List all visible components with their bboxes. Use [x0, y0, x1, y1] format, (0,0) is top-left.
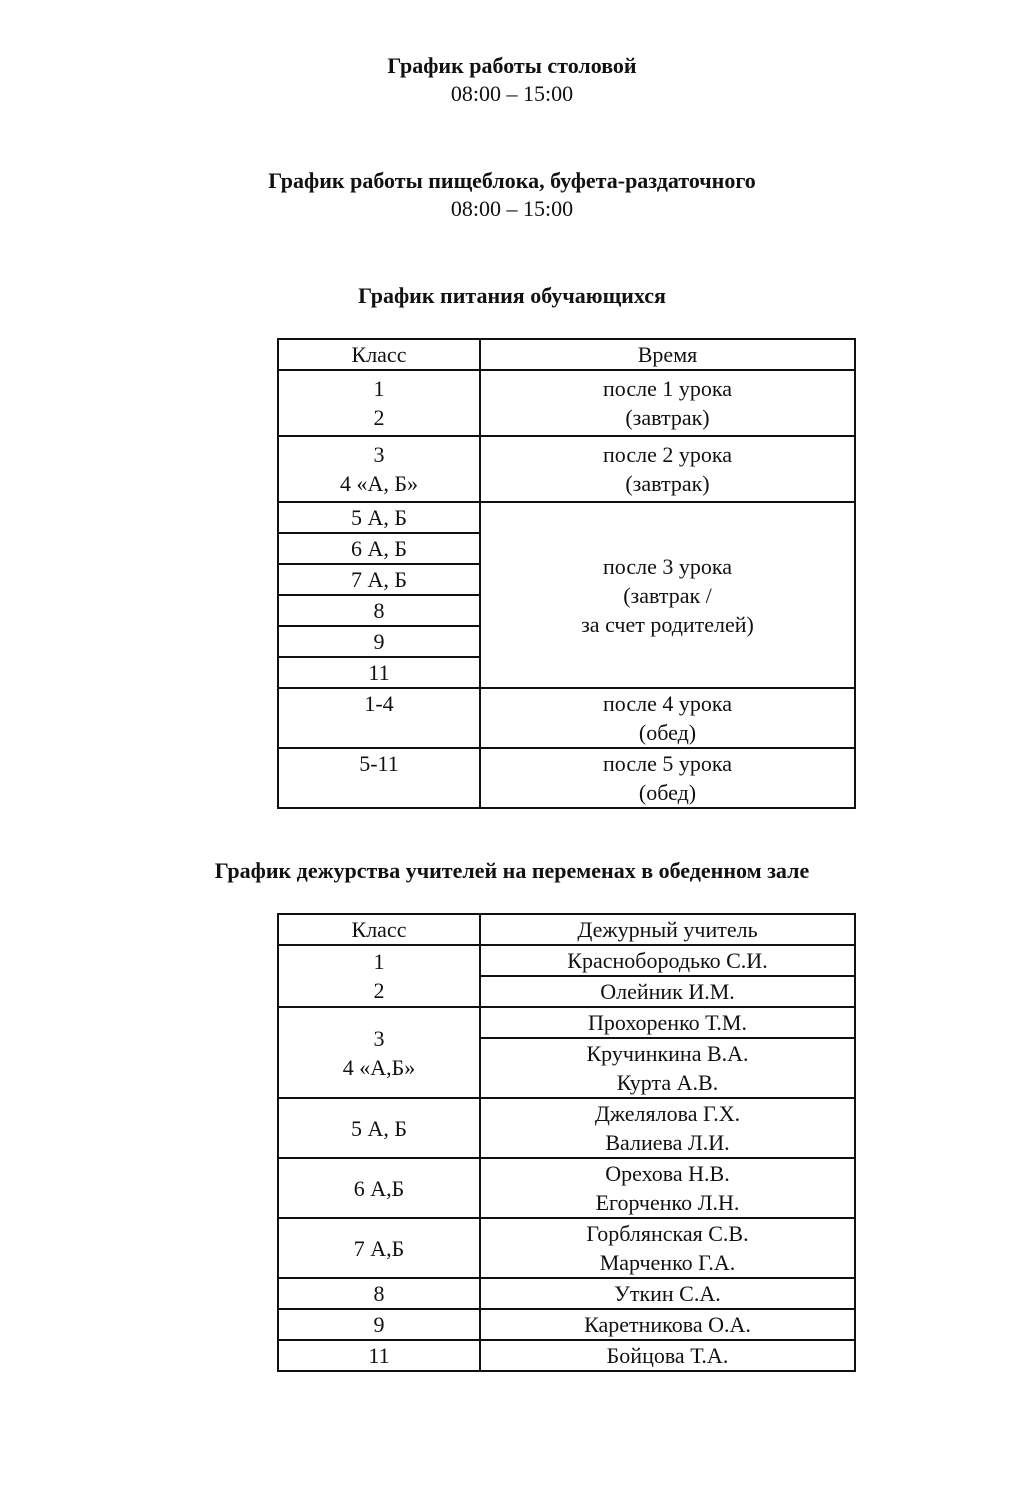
table-row — [278, 1098, 855, 1158]
class-label: 4 «А,Б» — [342, 1054, 416, 1080]
teacher-cell: Уткин С.А. — [480, 1278, 855, 1309]
teacher-name: Орехова Н.В. — [605, 1161, 730, 1186]
table-row — [278, 1340, 855, 1371]
time-label: (завтрак / — [623, 582, 712, 608]
teacher-cell: Каретникова О.А. — [480, 1309, 855, 1340]
teacher-cell: Краснобородько С.И. — [480, 945, 855, 976]
class-label: 4 «А, Б» — [339, 471, 419, 496]
kitchen-hours: 08:00 – 15:00 — [450, 196, 574, 221]
meal-class-cell: 7 А, Б — [278, 564, 480, 595]
time-label: (обед) — [638, 720, 697, 745]
meal-class-cell: 1-4 — [278, 688, 480, 748]
class-label: 3 — [373, 442, 385, 467]
teacher-cell: Олейник И.М. — [480, 976, 855, 1007]
duty-table — [277, 913, 856, 1372]
table-row — [278, 1007, 855, 1038]
header-class: Класс — [278, 914, 480, 945]
canteen-hours: 08:00 – 15:00 — [450, 81, 574, 106]
meals-title: График питания обучающихся — [358, 283, 666, 308]
teacher-name: Валиева Л.И. — [605, 1130, 730, 1155]
kitchen-title: График работы пищеблока, буфета-раздаточного — [268, 168, 756, 193]
teacher-cell — [480, 1098, 855, 1158]
time-label: после 1 урока — [603, 376, 732, 401]
meal-class-cell: 6 А, Б — [278, 533, 480, 564]
table-row — [278, 1218, 855, 1278]
header-teacher: Дежурный учитель — [480, 914, 855, 945]
meal-class-cell: 5-11 — [278, 748, 480, 808]
kitchen-schedule — [0, 167, 1024, 223]
meal-time-cell — [480, 748, 855, 808]
meal-classes-cell — [278, 436, 480, 502]
teacher-cell — [480, 1038, 855, 1098]
duty-class-cell: 7 А,Б — [278, 1218, 480, 1278]
table-row — [278, 1309, 855, 1340]
time-label: за счет родителей) — [581, 611, 754, 637]
canteen-schedule — [0, 52, 1024, 108]
class-label: 1 — [373, 949, 385, 974]
teacher-name: Курта А.В. — [616, 1070, 719, 1095]
table-row — [278, 945, 855, 976]
meal-time-cell — [480, 370, 855, 436]
header-class: Класс — [278, 339, 480, 370]
table-row — [278, 436, 855, 502]
teacher-name: Джелялова Г.Х. — [594, 1101, 741, 1126]
duty-title: График дежурства учителей на переменах в обеденном зале — [214, 858, 810, 883]
meal-class-cell: 5 А, Б — [278, 502, 480, 533]
table-header-row — [278, 914, 855, 945]
class-label: 2 — [373, 978, 385, 1003]
table-row — [278, 1278, 855, 1309]
teacher-name: Кручинкина В.А. — [586, 1041, 749, 1066]
meal-class-cell: 8 — [278, 595, 480, 626]
teacher-cell — [480, 1218, 855, 1278]
meal-class-cell: 9 — [278, 626, 480, 657]
class-label: 2 — [373, 405, 385, 430]
teacher-cell — [480, 1158, 855, 1218]
meal-time-cell — [480, 688, 855, 748]
meal-time-cell — [480, 502, 855, 688]
duty-class-cell: 5 А, Б — [278, 1098, 480, 1158]
teacher-cell: Прохоренко Т.М. — [480, 1007, 855, 1038]
teacher-cell: Бойцова Т.А. — [480, 1340, 855, 1371]
duty-class-cell: 11 — [278, 1340, 480, 1371]
duty-class-cell: 6 А,Б — [278, 1158, 480, 1218]
time-label: (обед) — [638, 780, 697, 805]
header-time: Время — [480, 339, 855, 370]
duty-class-cell: 9 — [278, 1309, 480, 1340]
time-label: после 5 урока — [603, 751, 732, 776]
meal-classes-cell — [278, 370, 480, 436]
table-row — [278, 748, 855, 808]
teacher-name: Марченко Г.А. — [599, 1250, 736, 1275]
meal-class-cell: 11 — [278, 657, 480, 688]
time-label: (завтрак) — [625, 471, 710, 496]
table-header-row — [278, 339, 855, 370]
duty-class-cell — [278, 1007, 480, 1098]
table-row — [278, 370, 855, 436]
duty-class-cell: 8 — [278, 1278, 480, 1309]
class-label: 3 — [373, 1025, 385, 1051]
class-label: 1 — [373, 376, 385, 401]
time-label: после 3 урока — [603, 553, 732, 579]
time-label: (завтрак) — [625, 405, 710, 430]
teacher-name: Егорченко Л.Н. — [595, 1190, 740, 1215]
table-row — [278, 1158, 855, 1218]
time-label: после 4 урока — [603, 691, 732, 716]
meal-time-cell — [480, 436, 855, 502]
table-row — [278, 688, 855, 748]
canteen-title: График работы столовой — [387, 53, 637, 78]
meals-table — [277, 338, 856, 809]
teacher-name: Горблянская С.В. — [586, 1221, 749, 1246]
duty-class-cell — [278, 945, 480, 1007]
table-row — [278, 502, 855, 533]
time-label: после 2 урока — [603, 442, 732, 467]
